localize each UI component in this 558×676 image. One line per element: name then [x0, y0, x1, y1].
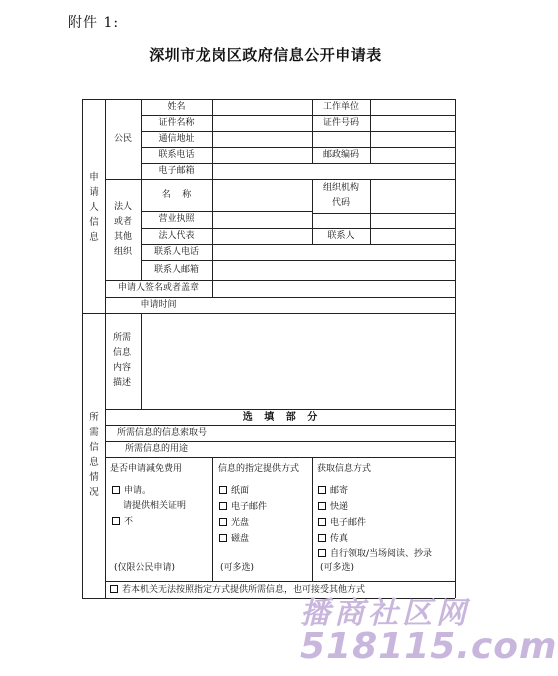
- org-group-label-4: 组织: [113, 247, 132, 257]
- org-name-label: 名 称: [161, 190, 192, 200]
- obtain-title: 获取信息方式: [317, 464, 372, 474]
- fee-apply-checkbox[interactable]: [112, 486, 120, 494]
- provide-option-label: 电子邮件: [231, 502, 268, 512]
- apply-time-label: 申请时间: [140, 300, 177, 310]
- contact-label: 联系人: [327, 231, 355, 241]
- info-desc-label: 所需信息内容描述: [113, 333, 132, 388]
- fee-apply-option[interactable]: [112, 486, 151, 497]
- obtain-option[interactable]: [318, 518, 366, 529]
- obtain-option[interactable]: [318, 502, 348, 513]
- obtain-option[interactable]: [318, 549, 432, 560]
- watermark-logo-text: 播商社区网: [300, 596, 470, 631]
- org-group-label-1: 法人: [113, 202, 132, 212]
- provide-option[interactable]: [219, 534, 249, 545]
- signature-label: 申请人签名或者盖章: [117, 283, 199, 293]
- citizen-group-label: 公民: [113, 134, 132, 144]
- obtain-note: (可多选): [320, 563, 355, 573]
- obtain-option-label: 邮寄: [330, 486, 349, 496]
- fee-no-checkbox[interactable]: [112, 517, 120, 525]
- obtain-option-label: 快递: [330, 502, 349, 512]
- org-code-label-1: 组织机构: [322, 183, 359, 193]
- optional-header: 选 填 部 分: [242, 412, 318, 423]
- obtain-checkbox[interactable]: [318, 518, 326, 526]
- org-group-label-2: 或者: [113, 217, 132, 227]
- fee-note: (仅限公民申请): [114, 563, 176, 573]
- info-needed-heading: 所需信息情况: [89, 412, 99, 498]
- fee-title: 是否申请减免费用: [110, 464, 183, 474]
- index-no-label: 所需信息的信息索取号: [117, 428, 208, 438]
- applicant-info-heading: 申请人信息: [89, 172, 99, 243]
- purpose-label: 所需信息的用途: [125, 444, 189, 454]
- obtain-option-label: 传真: [330, 534, 349, 544]
- license-label: 营业执照: [158, 214, 195, 224]
- provide-option-label: 光盘: [231, 518, 250, 528]
- legal-rep-label: 法人代表: [158, 231, 195, 241]
- contact-email-label: 联系人邮箱: [153, 265, 199, 275]
- id-number-label: 证件号码: [322, 118, 359, 128]
- provide-checkbox[interactable]: [219, 486, 227, 494]
- address-label: 通信地址: [158, 134, 195, 144]
- obtain-option-label: 自行领取/当场阅读、抄录: [330, 549, 433, 559]
- obtain-checkbox[interactable]: [318, 549, 326, 557]
- obtain-option-label: 电子邮件: [330, 518, 367, 528]
- provide-checkbox[interactable]: [219, 502, 227, 510]
- obtain-option[interactable]: [318, 486, 348, 497]
- obtain-checkbox[interactable]: [318, 486, 326, 494]
- contact-phone-label: 联系人电话: [153, 247, 199, 257]
- provide-checkbox[interactable]: [219, 534, 227, 542]
- provide-option[interactable]: [219, 502, 267, 513]
- obtain-checkbox[interactable]: [318, 534, 326, 542]
- provide-option[interactable]: [219, 518, 249, 529]
- provide-title: 信息的指定提供方式: [218, 464, 300, 474]
- provide-note: (可多选): [220, 563, 255, 573]
- provide-checkbox[interactable]: [219, 518, 227, 526]
- fee-apply-label: 申请。: [124, 486, 152, 496]
- attachment-label: 附件 1:: [68, 15, 120, 31]
- provide-option-label: 纸面: [231, 486, 250, 496]
- name-label: 姓名: [167, 102, 186, 112]
- id-type-label: 证件名称: [158, 118, 195, 128]
- phone-label: 联系电话: [158, 150, 195, 160]
- email-label: 电子邮箱: [158, 166, 195, 176]
- org-code-label-2: 代码: [331, 198, 350, 208]
- obtain-checkbox[interactable]: [318, 502, 326, 510]
- form-title: 深圳市龙岗区政府信息公开申请表: [149, 46, 382, 64]
- fee-no-option[interactable]: [112, 517, 133, 528]
- fee-no-label: 不: [124, 517, 134, 527]
- org-group-label-3: 其他: [113, 232, 132, 242]
- provide-option[interactable]: [219, 486, 249, 497]
- watermark-url: 518115.com: [300, 626, 558, 667]
- work-unit-label: 工作单位: [322, 102, 359, 112]
- fallback-label: 若本机关无法按照指定方式提供所需信息，也可接受其他方式: [122, 585, 366, 595]
- fallback-checkbox[interactable]: [110, 585, 118, 593]
- fee-proof-text: 请提供相关证明: [123, 501, 187, 511]
- postcode-label: 邮政编码: [322, 150, 359, 160]
- provide-option-label: 磁盘: [231, 534, 250, 544]
- obtain-option[interactable]: [318, 534, 348, 545]
